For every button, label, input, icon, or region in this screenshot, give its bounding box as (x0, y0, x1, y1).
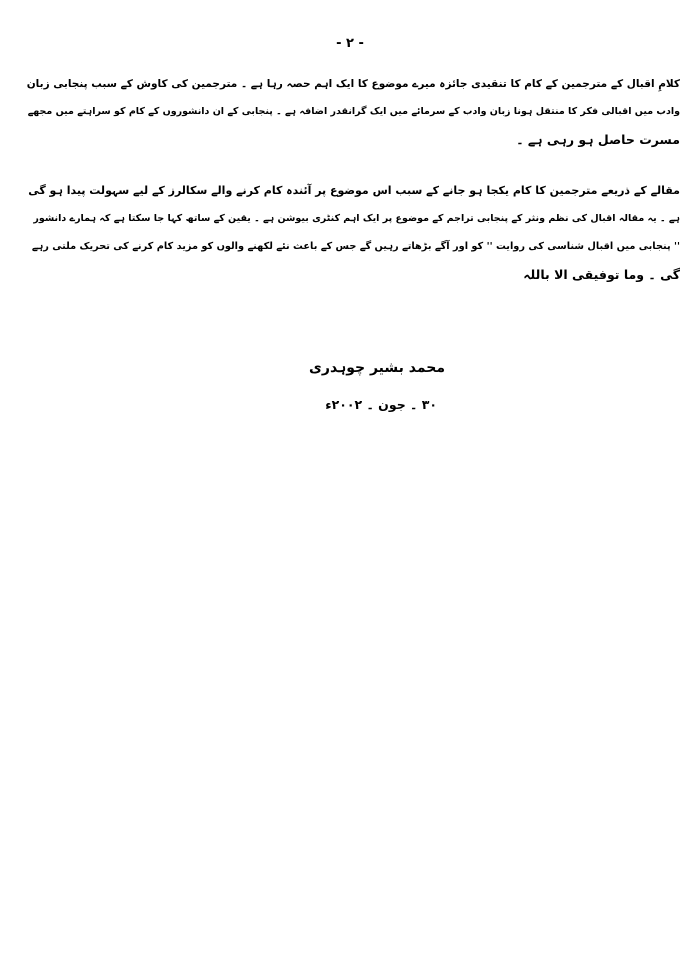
signature-block (245, 356, 445, 416)
paragraph-translators-review (22, 70, 680, 154)
paragraph-line: مقالے کے ذریعے مترجمین کا کام یکجا ہو جانے کے سبب اس موضوع پر آئندہ کام کرنے والے سکالرز کے لیے سہولت پیدا ہو گی (28, 184, 680, 197)
page-number: - ۲ - (336, 36, 364, 51)
paragraph-thesis-contribution (22, 177, 680, 289)
paragraph-line: '' پنجابی میں اقبال شناسی کی روایت '' کو اور آگے بڑھاتے رہیں گے جس کے باعث نئے لکھنے والوں کو مزید کام کرنے کی تحریک ملتی رہے (31, 241, 680, 252)
paragraph-line: ہے ۔ یہ مقالہ اقبال کی نظم ونثر کے پنجابی تراجم کے موضوع پر ایک اہم کنٹری بیوشن ہے ۔ یقین کے ساتھ کہا جا سکتا ہے کہ ہمارے دانشور (33, 213, 680, 224)
paragraph-line: گی ۔ وما توفیقی الا باللہ (523, 267, 680, 282)
paragraph-line: وادب میں اقبالی فکر کا منتقل ہونا زبان وادب کے سرمائے میں ایک گرانقدر اضافہ ہے ۔ پنجابی کے ان دانشوروں کے کام کو سراہتے میں مجھے (27, 106, 680, 117)
author-name: محمد بشیر چوہدری (309, 360, 445, 376)
paragraph-line: کلامِ اقبال کے مترجمین کے کام کا تنقیدی جائزہ میرے موضوع کا ایک اہم حصہ رہا ہے ۔ مترجمین کی کاوش کے سبب پنجابی زبان (26, 78, 680, 90)
signature-date: ۳۰ ۔ جون ۔ ۲۰۰۲ء (325, 397, 437, 412)
paragraph-line: مسرت حاصل ہو رہی ہے ۔ (516, 132, 680, 147)
